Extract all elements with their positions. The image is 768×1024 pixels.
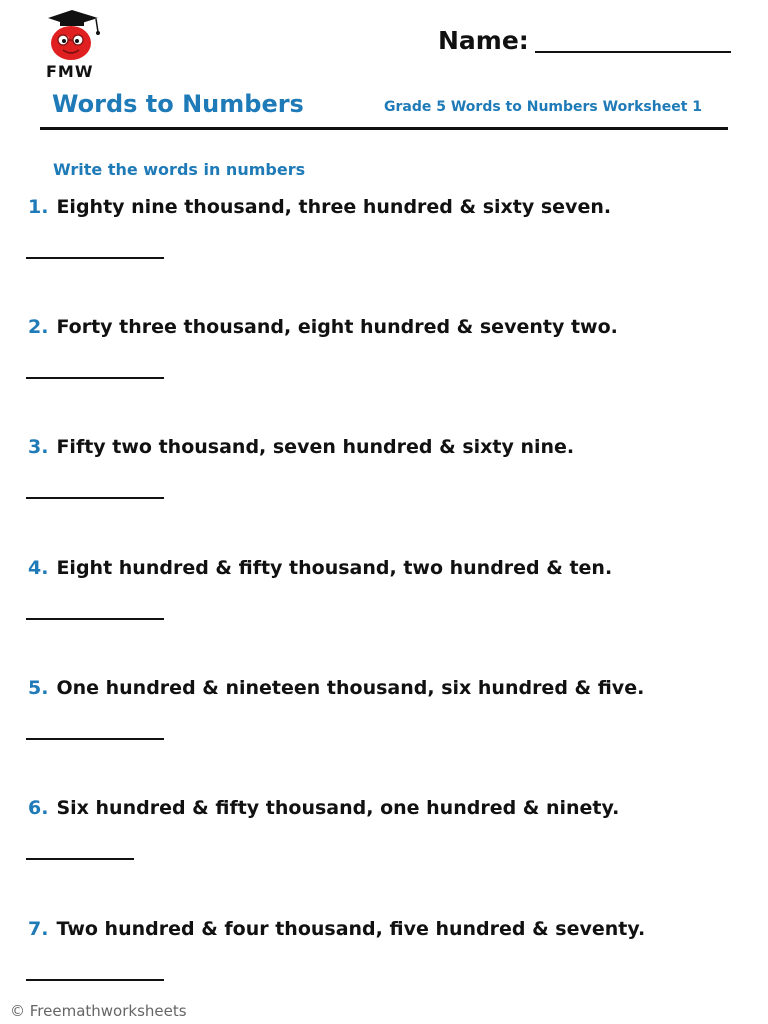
question-number: 1.: [28, 196, 49, 218]
fmw-logo: [40, 10, 110, 82]
copyright-footer: © Freemathworksheets: [10, 1002, 187, 1020]
question-text: [28, 557, 612, 579]
question-number: 6.: [28, 797, 49, 819]
apple-with-graduation-cap-icon: [42, 10, 104, 62]
question-7: [28, 918, 748, 1008]
question-text: [28, 436, 574, 458]
question-1: [28, 196, 748, 286]
header-divider: [40, 127, 728, 130]
question-3: [28, 436, 748, 526]
question-number: 3.: [28, 436, 49, 458]
question-words: Eight hundred & fifty thousand, two hundred & ten.: [56, 557, 613, 579]
question-number: 2.: [28, 316, 49, 338]
question-words: Forty three thousand, eight hundred & seventy two.: [56, 316, 618, 338]
question-words: Two hundred & four thousand, five hundred & seventy.: [56, 918, 646, 940]
answer-line[interactable]: [26, 618, 164, 620]
answer-line[interactable]: [26, 497, 164, 499]
name-field: [438, 26, 731, 55]
question-text: [28, 797, 619, 819]
question-words: Eighty nine thousand, three hundred & sixty seven.: [56, 196, 612, 218]
question-number: 4.: [28, 557, 49, 579]
question-text: [28, 316, 618, 338]
question-words: One hundred & nineteen thousand, six hundred & five.: [56, 677, 645, 699]
answer-line[interactable]: [26, 738, 164, 740]
answer-line[interactable]: [26, 377, 164, 379]
question-number: 5.: [28, 677, 49, 699]
logo-text: FMW: [46, 62, 94, 81]
question-text: [28, 918, 645, 940]
name-label: Name:: [438, 26, 529, 55]
question-words: Fifty two thousand, seven hundred & sixty nine.: [56, 436, 575, 458]
question-text: [28, 196, 611, 218]
answer-line[interactable]: [26, 858, 134, 860]
worksheet-title: Words to Numbers: [52, 90, 304, 118]
name-blank-line[interactable]: [535, 50, 731, 53]
answer-line[interactable]: [26, 257, 164, 259]
question-2: [28, 316, 748, 406]
question-6: [28, 797, 748, 887]
question-text: [28, 677, 644, 699]
answer-line[interactable]: [26, 979, 164, 981]
question-4: [28, 557, 748, 647]
question-5: [28, 677, 748, 767]
question-words: Six hundred & fifty thousand, one hundred & ninety.: [56, 797, 620, 819]
instruction-text: Write the words in numbers: [53, 160, 306, 179]
question-number: 7.: [28, 918, 49, 940]
worksheet-subtitle: Grade 5 Words to Numbers Worksheet 1: [384, 99, 703, 115]
